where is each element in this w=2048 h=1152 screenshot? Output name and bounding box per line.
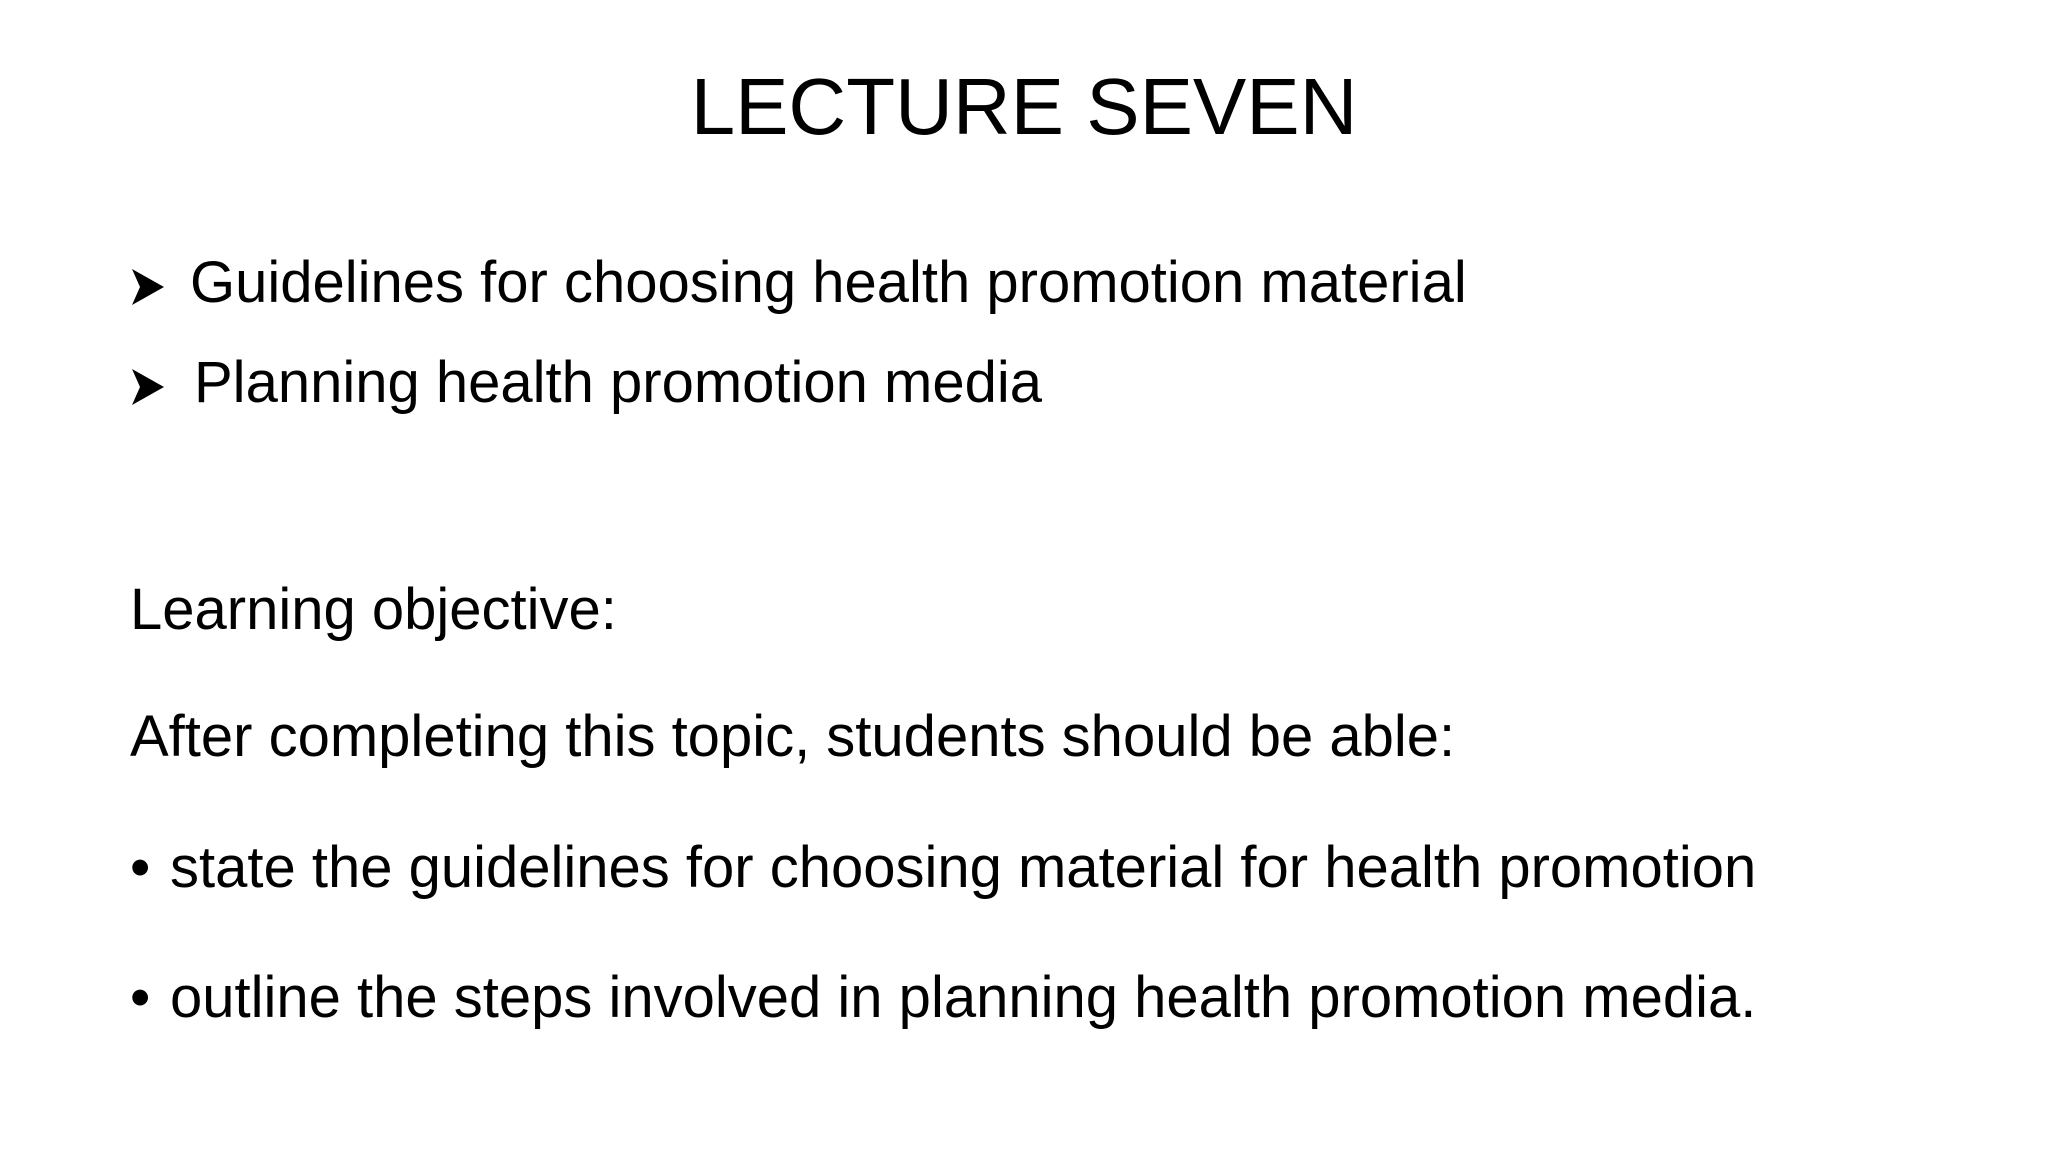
topic-item [130, 350, 1042, 416]
topic-text: Guidelines for choosing health promotion material [190, 250, 1467, 315]
topic-item [130, 250, 1467, 316]
arrow-bullet-icon [130, 367, 194, 407]
objective-text: state the guidelines for choosing material for health promotion [170, 835, 1757, 900]
objective-list-item [130, 835, 1756, 901]
slide-title: LECTURE SEVEN [690, 62, 1358, 151]
bullet-dot: • [130, 835, 151, 900]
topic-text: Planning health promotion media [194, 350, 1042, 415]
objective-heading: Learning objective: [130, 577, 617, 642]
objective-list-item [130, 965, 1756, 1031]
objective-intro: After completing this topic, students should be able: [130, 704, 1456, 769]
objective-text: outline the steps involved in planning health promotion media. [170, 965, 1757, 1030]
bullet-dot: • [130, 965, 151, 1030]
arrow-bullet-icon [130, 267, 190, 307]
